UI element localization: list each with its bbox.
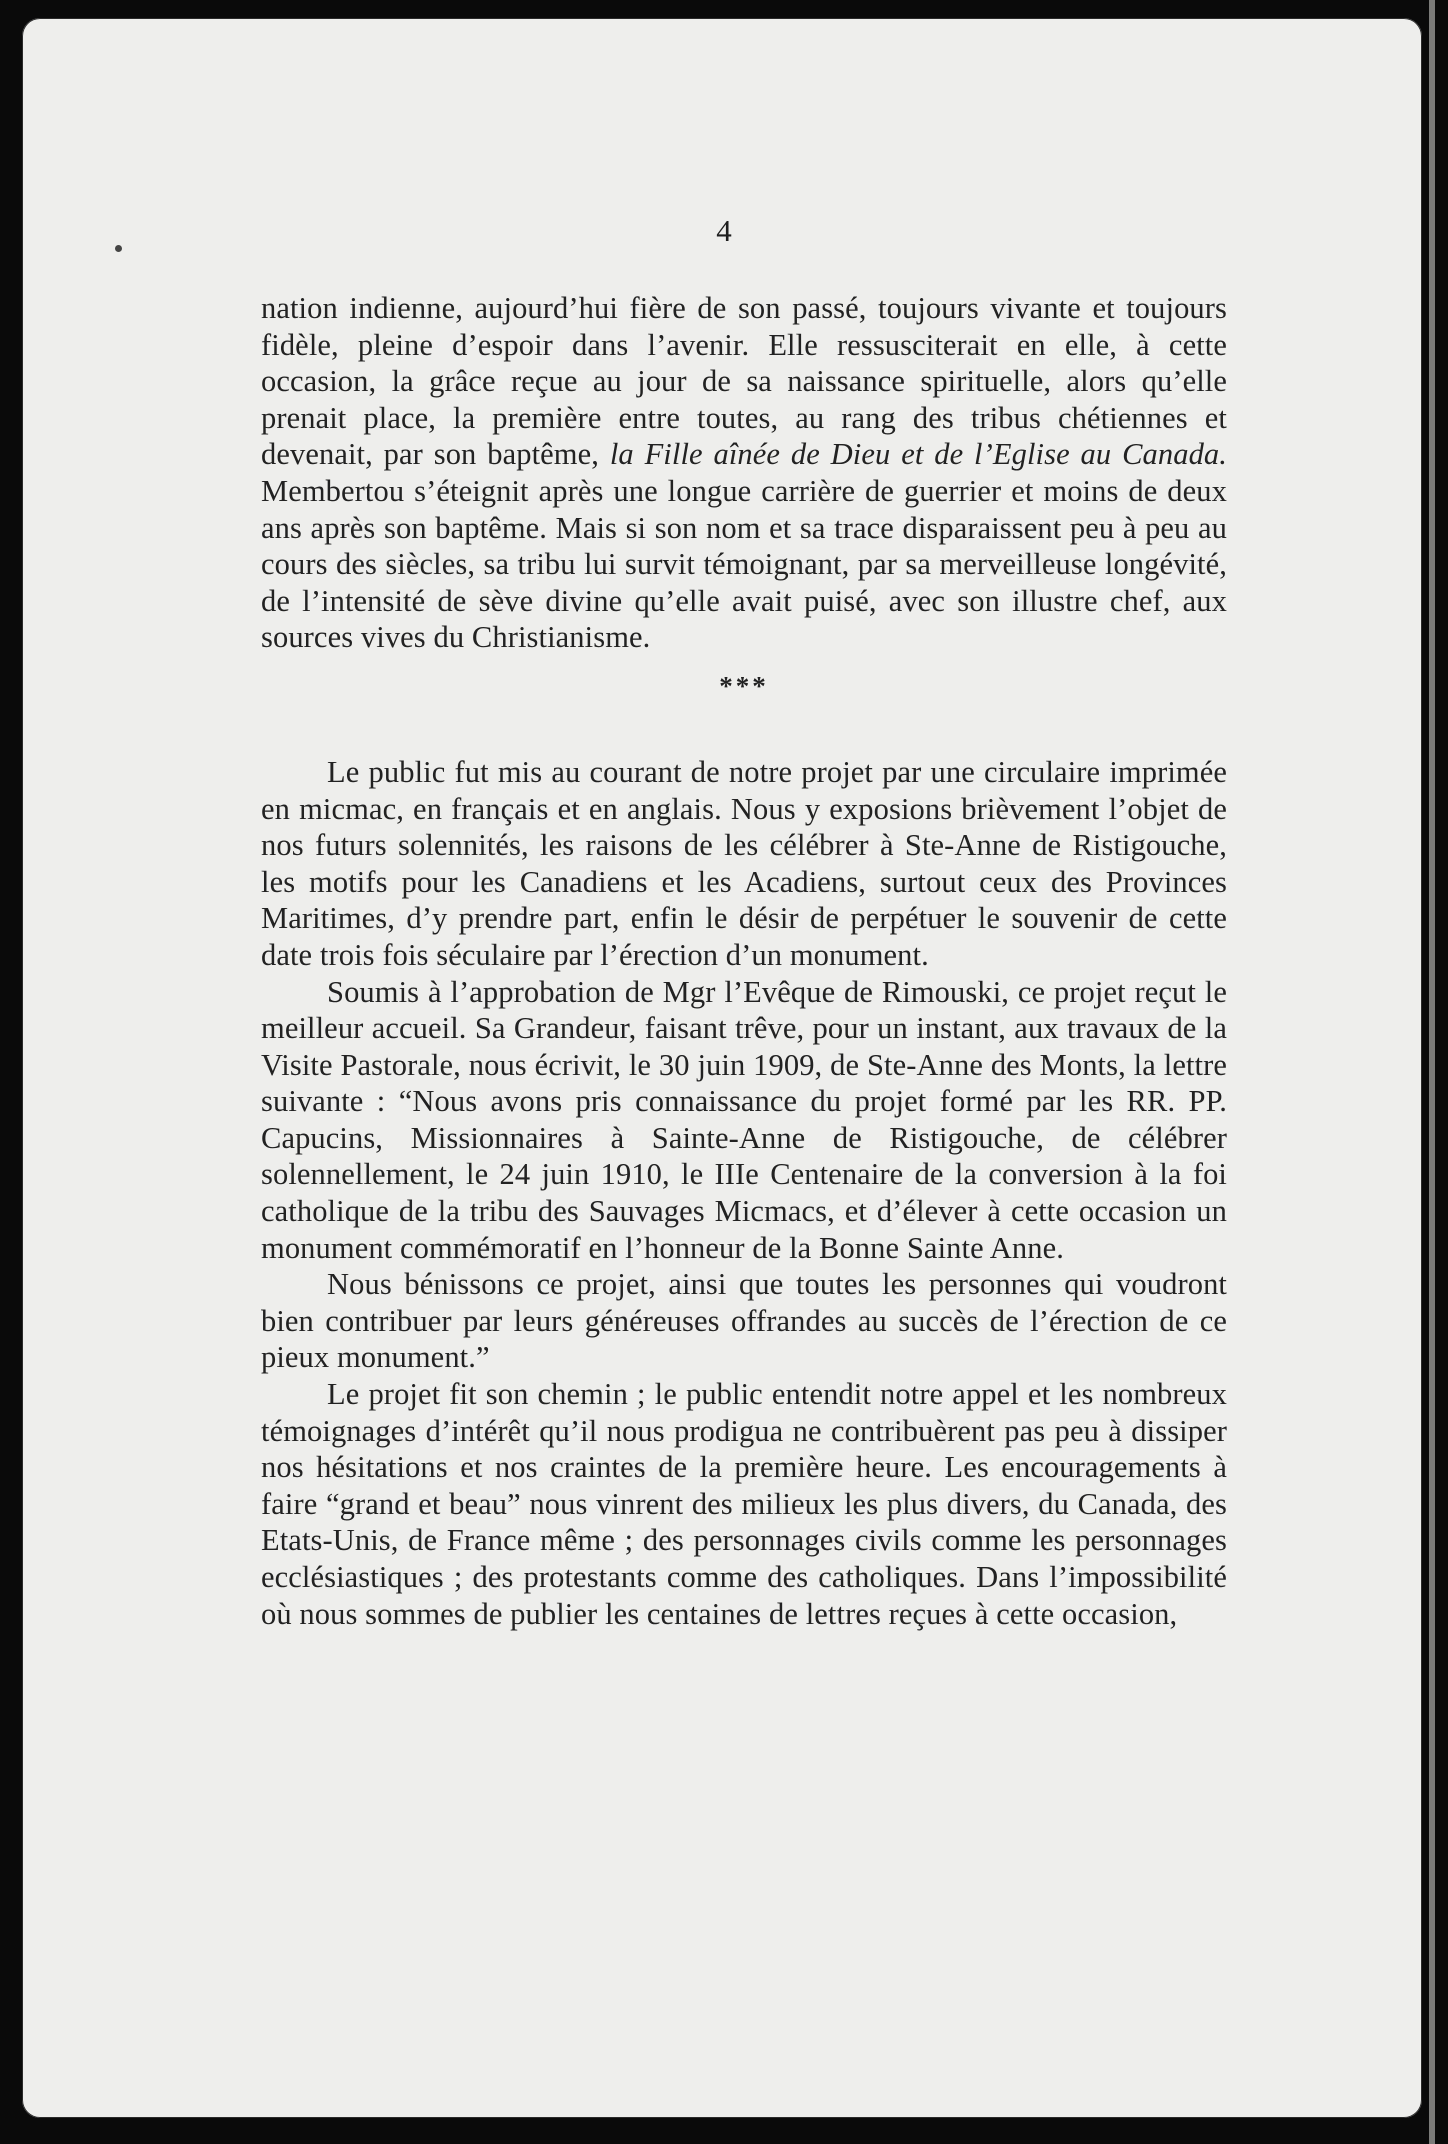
paragraph-continuation: [261, 290, 1227, 656]
paragraph-1-text: nation indienne, aujourd’hui fière de son passé, toujours vivante et toujours fidèle, pleine d’espoir dans l’avenir. Elle ressusciterait en elle, à cette occasion, la grâce reçue au jour de sa naissance spirituelle, alors qu’elle prenait place, la première entre toutes, au rang des tribus chétiennes et devenait, par son baptême,: [261, 291, 1227, 472]
paragraph-5: Le projet fit son chemin ; le public entendit notre appel et les nombreux témoignages d’intérêt qu’il nous prodigua ne contribuèrent pas peu à dissiper nos hésitations et nos craintes de la première heure. Les encouragements à faire “grand et beau” nous vinrent des milieux les plus divers, du Canada, des Etats-Unis, de France même ; des personnages civils comme les personnages ecclésiastiques ; des protestants comme des catholiques. Dans l’impossibilité où nous sommes de publier les centaines de lettres reçues à cette occasion,: [261, 1377, 1227, 1631]
page-edge: [1429, 0, 1435, 2144]
page-number: 4: [716, 213, 732, 248]
paragraph-4: Nous bénissons ce projet, ainsi que toutes les personnes qui voudront bien contribuer par leurs généreuses offrandes au succès de l’érection de ce pieux monument.”: [261, 1267, 1227, 1375]
body-text: [261, 290, 1227, 1632]
paragraph-1-text-end: Membertou s’éteignit après une longue carrière de guerrier et moins de deux ans après son baptême. Mais si son nom et sa trace disparaissent peu à peu au cours des siècles, sa tribu lui survit témoignant, par sa merveilleuse longévité, de l’intensité de sève divine qu’elle avait puisé, avec son illustre chef, aux sources vives du Christianisme.: [261, 473, 1227, 655]
italic-phrase: la Fille aînée de Dieu et de l’Eglise au Canada.: [609, 437, 1227, 472]
paragraph-2: Le public fut mis au courant de notre projet par une circulaire imprimée en micmac, en français et en anglais. Nous y exposions brièvement l’objet de nos futurs solennités, les raisons de les célébrer à Ste-Anne de Ristigouche, les motifs pour les Canadiens et les Acadiens, surtout ceux des Provinces Maritimes, d’y prendre part, enfin le désir de perpétuer le souvenir de cette date trois fois séculaire par l’érection d’un monument.: [261, 754, 1227, 972]
paragraph-3: Soumis à l’approbation de Mgr l’Evêque de Rimouski, ce projet reçut le meilleur accueil. Sa Grandeur, faisant trêve, pour un instant, aux travaux de la Visite Pastorale, nous écrivit, le 30 juin 1909, de Ste-Anne des Monts, la lettre suivante : “Nous avons pris connaissance du projet formé par les RR. PP. Capucins, Missionnaires à Sainte-Anne de Ristigouche, de célébrer solennellement, le 24 juin 1910, le IIIe Centenaire de la conversion à la foi catholique de la tribu des Sauvages Micmacs, et d’élever à cette occasion un monument commémoratif en l’honneur de la Bonne Sainte Anne.: [261, 974, 1227, 1265]
section-break: ***: [719, 670, 769, 701]
